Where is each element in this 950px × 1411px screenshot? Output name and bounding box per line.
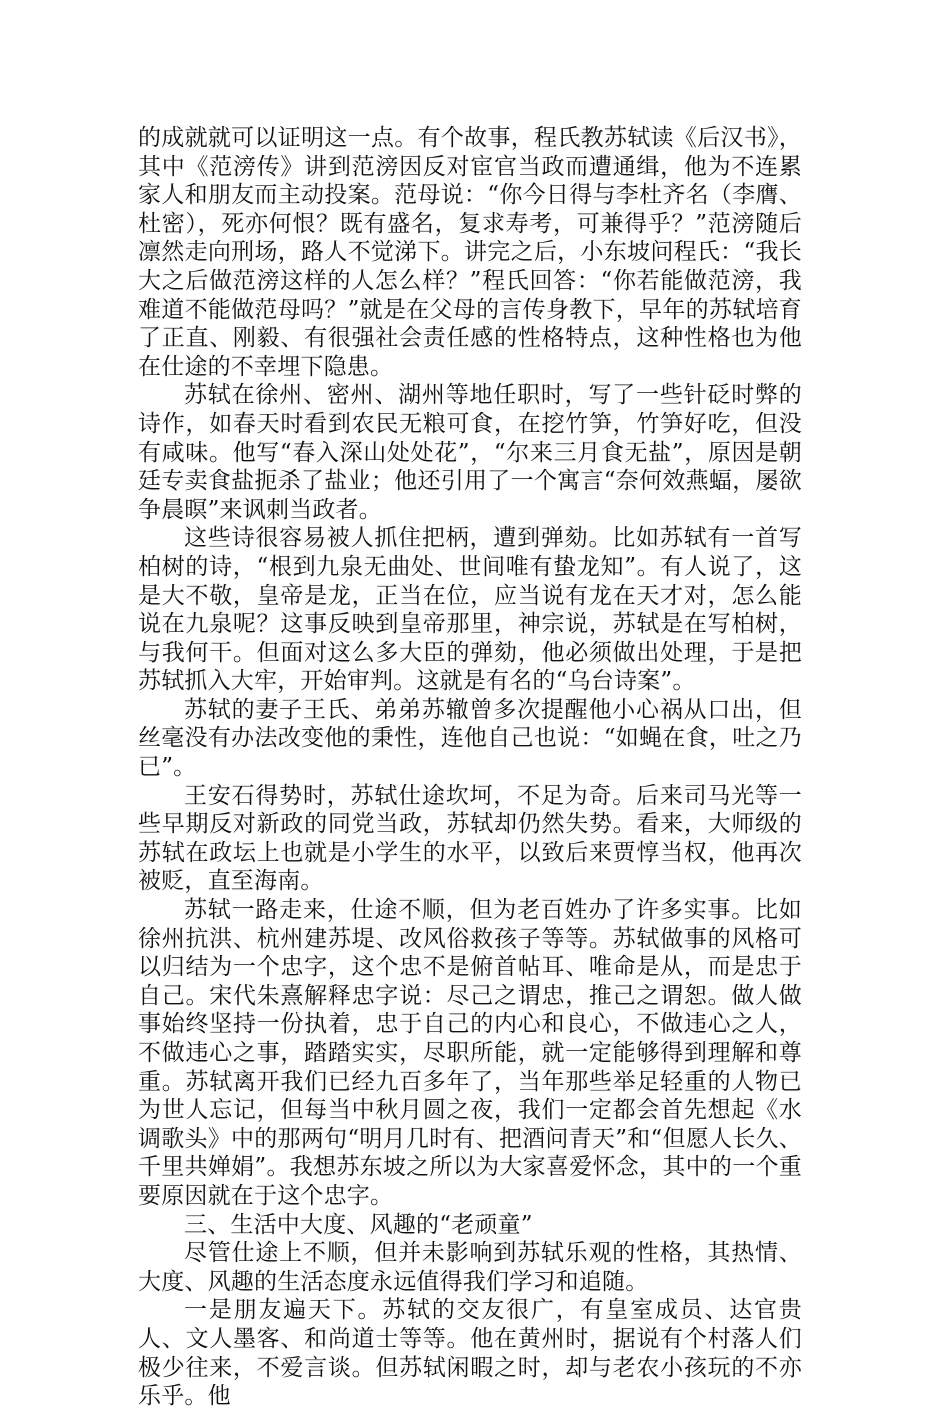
paragraph-continuation: 的成就就可以证明这一点。有个故事，程氏教苏轼读《后汉书》，其中《范滂传》讲到范滂因反对宦官当政而遭通缉，他为不连累家人和朋友而主动投案。范母说：“你今日得与李杜齐名（李膺、杜密），死亦何恨？既有盛名，复求寿考，可兼得乎？”范滂随后凛然走向刑场，路人不觉涕下。讲完之后，小东坡问程氏：“我长大之后做范滂这样的人怎么样？”程氏回答：“你若能做范滂，我难道不能做范母吗？”就是在父母的言传身教下，早年的苏轼培育了正直、刚毅、有很强社会责任感的性格特点，这种性格也为他在仕途的不幸埋下隐患。 [138, 125, 802, 380]
paragraph: 这些诗很容易被人抓住把柄，遭到弹劾。比如苏轼有一首写柏树的诗，“根到九泉无曲处、世间唯有蛰龙知”。有人说了，这是大不敬，皇帝是龙，正当在位，应当说有龙在天才对，怎么能说在九泉呢？这事反映到皇帝那里，神宗说，苏轼是在写柏树，与我何干。但面对这么多大臣的弹劾，他必须做出处理，于是把苏轼抓入大牢，开始审判。这就是有名的“乌台诗案”。 [138, 525, 802, 695]
paragraph: 苏轼一路走来，仕途不顺，但为老百姓办了许多实事。比如徐州抗洪、杭州建苏堤、改风俗救孩子等等。苏轼做事的风格可以归结为一个忠字，这个忠不是俯首帖耳、唯命是从，而是忠于自己。宋代朱熹解释忠字说：尽己之谓忠，推己之谓恕。做人做事始终坚持一份执着，忠于自己的内心和良心，不做违心之人，不做违心之事，踏踏实实，尽职所能，就一定能够得到理解和尊重。苏轼离开我们已经九百多年了，当年那些举足轻重的人物已为世人忘记，但每当中秋月圆之夜，我们一定都会首先想起《水调歌头》中的那两句“明月几时有、把酒问青天”和“但愿人长久、千里共婵娟”。我想苏东坡之所以为大家喜爱怀念，其中的一个重要原因就在于这个忠字。 [138, 897, 802, 1209]
paragraph: 苏轼在徐州、密州、湖州等地任职时，写了一些针砭时弊的诗作，如春天时看到农民无粮可食，在挖竹笋，竹笋好吃，但没有咸味。他写“春入深山处处花”，“尔来三月食无盐”，原因是朝廷专卖食盐扼杀了盐业；他还引用了一个寓言“奈何效燕蝠，屡欲争晨暝”来讽刺当政者。 [138, 382, 802, 523]
paragraph: 一是朋友遍天下。苏轼的交友很广，有皇室成员、达官贵人、文人墨客、和尚道士等等。他在黄州时，据说有个村落人们极少往来，不爱言谈。但苏轼闲暇之时，却与老农小孩玩的不亦乐乎。他 [138, 1297, 802, 1410]
section-heading: 三、生活中大度、风趣的“老顽童” [184, 1211, 533, 1238]
paragraph: 尽管仕途上不顺，但并未影响到苏轼乐观的性格，其热情、大度、风趣的生活态度永远值得我们学习和追随。 [138, 1240, 802, 1295]
document-body [138, 124, 802, 1411]
paragraph: 王安石得势时，苏轼仕途坎坷，不足为奇。后来司马光等一些早期反对新政的同党当政，苏轼却仍然失势。看来，大师级的苏轼在政坛上也就是小学生的水平，以致后来贾惇当权，他再次被贬，直至海南。 [138, 782, 802, 895]
paragraph: 苏轼的妻子王氏、弟弟苏辙曾多次提醒他小心祸从口出，但丝毫没有办法改变他的秉性，连他自己也说：“如蝇在食，吐之乃已”。 [138, 696, 802, 781]
